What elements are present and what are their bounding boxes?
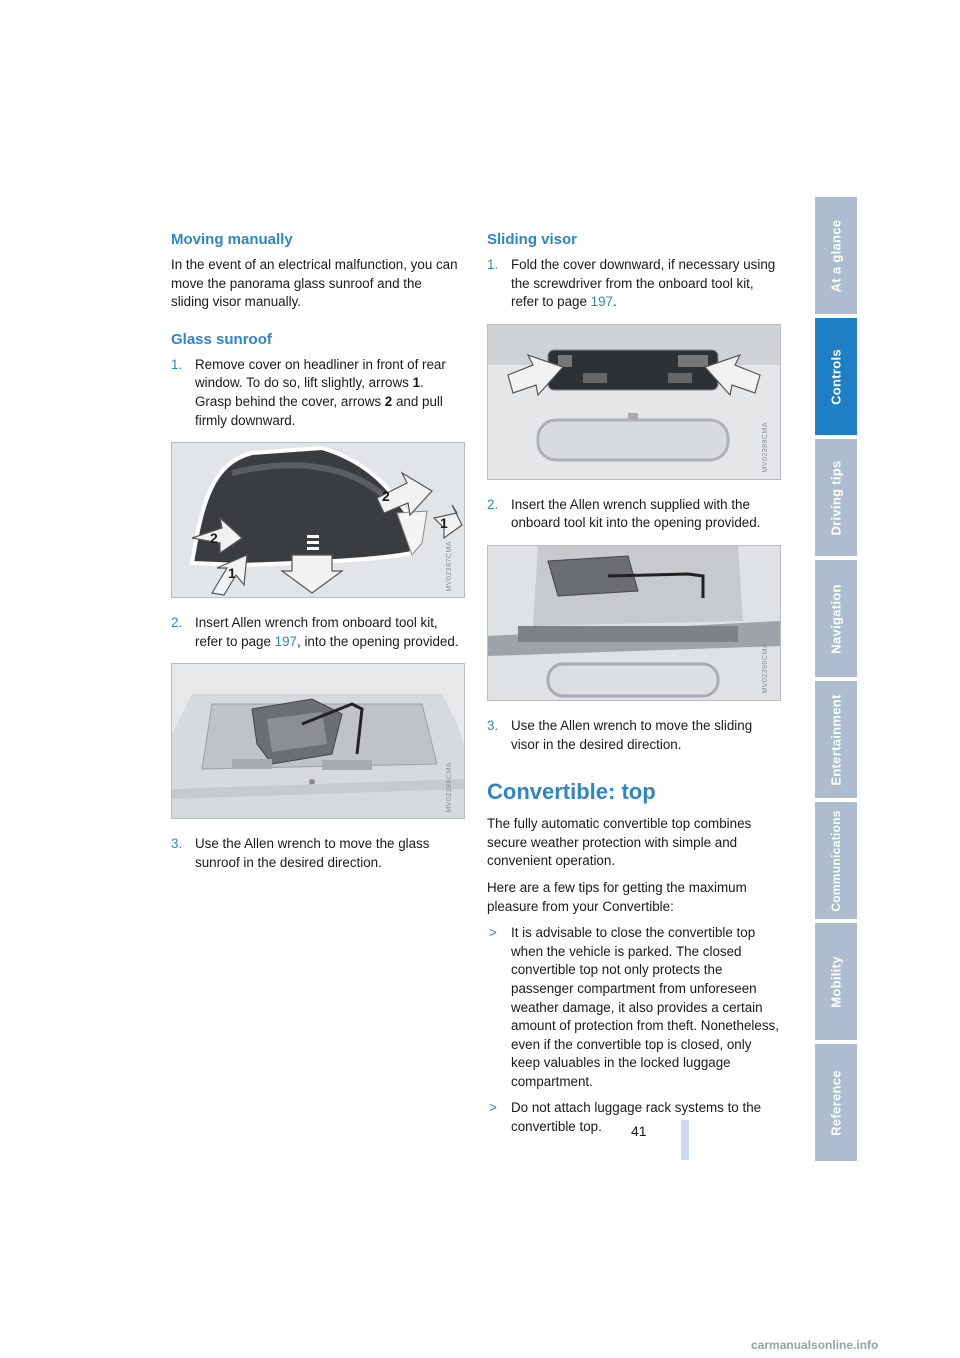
step-number: 1. bbox=[487, 257, 499, 272]
heading-convertible-top: Convertible: top bbox=[487, 779, 656, 805]
tab-controls[interactable]: Controls bbox=[815, 318, 857, 435]
figure-code: MV02390CMA bbox=[762, 643, 770, 694]
bullet-mark: > bbox=[489, 925, 497, 941]
bullet-text: Do not attach luggage rack systems to the convertible top. bbox=[511, 1100, 762, 1135]
tab-mobility[interactable]: Mobility bbox=[815, 923, 857, 1040]
watermark: carmanualsonline.info bbox=[751, 1338, 879, 1352]
step-text: Remove cover on headliner in front of rear window. To do so, lift slightly, arrows 1. Grasp behind the cover, arrows 2 and pull firmly downward. bbox=[195, 356, 446, 428]
step-2 bbox=[487, 496, 779, 533]
visor-cover-illustration bbox=[488, 325, 780, 479]
step-1 bbox=[487, 256, 779, 312]
tab-reference[interactable]: Reference bbox=[815, 1044, 857, 1161]
step-number: 3. bbox=[171, 836, 183, 852]
sunroof-mechanism-illustration bbox=[172, 664, 464, 818]
figure-code: MV02388CMA bbox=[446, 761, 454, 813]
intro-paragraph: In the event of an electrical malfunction, you can move the panorama glass sunroof and the sliding visor manually. bbox=[171, 257, 458, 310]
figure-allen-wrench-visor bbox=[487, 545, 781, 701]
heading-moving-manually: Moving manually bbox=[171, 231, 293, 248]
headliner-cover-illustration bbox=[172, 443, 464, 597]
step-text: Insert the Allen wrench supplied with the onboard tool kit into the opening provided. bbox=[511, 496, 761, 531]
convertible-tips-intro: Here are a few tips for getting the maximum pleasure from your Convertible: bbox=[487, 879, 747, 914]
list-item bbox=[487, 924, 779, 1091]
arrow-label: 1 bbox=[440, 515, 448, 532]
tab-navigation[interactable]: Navigation bbox=[815, 560, 857, 677]
heading-sliding-visor: Sliding visor bbox=[487, 231, 578, 248]
heading-glass-sunroof: Glass sunroof bbox=[171, 330, 272, 348]
tab-communications[interactable]: Communications bbox=[815, 802, 857, 919]
figure-allen-wrench-sunroof bbox=[171, 663, 465, 819]
bullet-text: It is advisable to close the convertible top when the vehicle is parked. The closed convertible top not only protects the passenger compartment from unforeseen weather damage, it also provides a certain amount of protection from theft. Nonetheless, even if the convertible top is closed, only keep valuables in the locked luggage compartment. bbox=[511, 925, 779, 1089]
convertible-intro: The fully automatic convertible top combines secure weather protection with simple and convenient operation. bbox=[487, 816, 752, 869]
step-3 bbox=[487, 717, 779, 754]
tab-at-a-glance[interactable]: At a glance bbox=[815, 197, 857, 314]
step-text: Insert Allen wrench from onboard tool kit, refer to page 197, into the opening provided. bbox=[195, 615, 459, 649]
step-number: 3. bbox=[487, 717, 499, 733]
step-text: Use the Allen wrench to move the sliding visor in the desired direction. bbox=[511, 717, 753, 752]
left-column bbox=[171, 230, 463, 881]
tab-driving-tips[interactable]: Driving tips bbox=[815, 439, 857, 556]
figure-headliner-cover bbox=[171, 442, 465, 598]
arrow-label: 1 bbox=[228, 565, 236, 582]
visor-mechanism-illustration bbox=[488, 546, 780, 700]
page-number: 41 bbox=[631, 1123, 647, 1139]
chapter-sidebar bbox=[815, 197, 857, 1165]
tab-entertainment[interactable]: Entertainment bbox=[815, 681, 857, 798]
page-link[interactable]: 197 bbox=[274, 633, 297, 649]
figure-code: MV02387CMA bbox=[446, 540, 454, 592]
step-number: 2. bbox=[171, 615, 183, 631]
figure-code: MV02389CMA bbox=[762, 422, 770, 473]
step-2 bbox=[171, 614, 463, 651]
step-number: 2. bbox=[487, 496, 499, 512]
arrow-label: 2 bbox=[210, 530, 218, 547]
step-text: Fold the cover downward, if necessary using the screwdriver from the onboard tool kit, refer to page 197. bbox=[511, 257, 776, 310]
step-1 bbox=[171, 356, 463, 430]
figure-visor-cover bbox=[487, 324, 781, 480]
bullet-mark: > bbox=[489, 1100, 497, 1116]
step-text: Use the Allen wrench to move the glass sunroof in the desired direction. bbox=[195, 836, 430, 870]
step-number: 1. bbox=[171, 356, 183, 372]
page-link[interactable]: 197 bbox=[590, 294, 613, 310]
right-column bbox=[487, 230, 779, 1145]
arrow-label: 2 bbox=[382, 488, 390, 505]
step-3 bbox=[171, 835, 463, 872]
page-marker-bar bbox=[681, 1120, 689, 1160]
